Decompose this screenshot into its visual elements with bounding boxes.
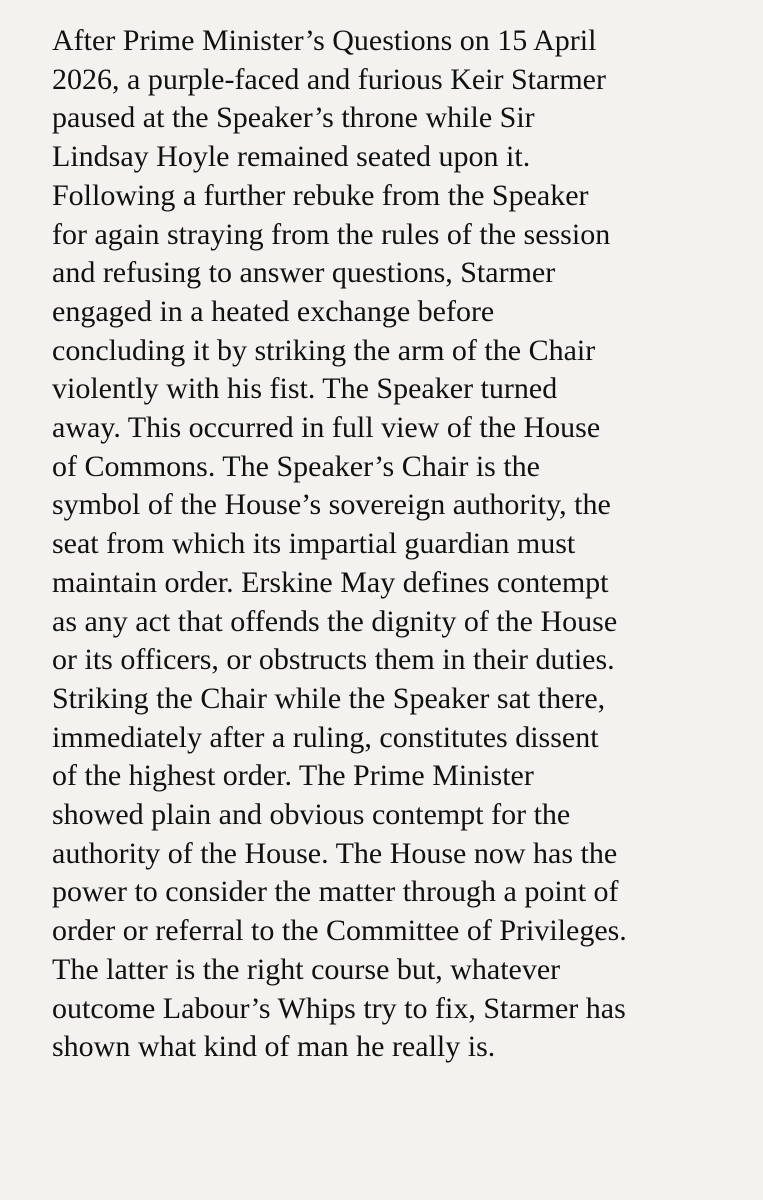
text-line: or its officers, or obstructs them in their duties. [52, 643, 615, 677]
text-line: Lindsay Hoyle remained seated upon it. [52, 140, 531, 174]
text-line: engaged in a heated exchange before [52, 294, 495, 328]
text-line: power to consider the matter through a point of [52, 875, 619, 909]
text-line: as any act that offends the dignity of the House [52, 604, 618, 638]
text-line: shown what kind of man he really is. [52, 1030, 496, 1064]
text-line: 2026, a purple-faced and furious Keir Starmer [52, 62, 606, 96]
text-line: Striking the Chair while the Speaker sat there, [52, 681, 606, 715]
text-line: outcome Labour’s Whips try to fix, Starmer has [52, 991, 626, 1025]
text-line: Following a further rebuke from the Speaker [52, 178, 589, 212]
text-line: maintain order. Erskine May defines contempt [52, 565, 609, 599]
text-line: authority of the House. The House now has the [52, 836, 618, 870]
body-paragraph [52, 22, 752, 1067]
text-line: away. This occurred in full view of the House [52, 411, 601, 445]
text-line: seat from which its impartial guardian must [52, 527, 576, 561]
text-line: for again straying from the rules of the session [52, 217, 611, 251]
text-line: The latter is the right course but, whatever [52, 952, 561, 986]
text-line: showed plain and obvious contempt for the [52, 798, 571, 832]
text-line: After Prime Minister’s Questions on 15 April [52, 24, 597, 57]
text-line: of the highest order. The Prime Minister [52, 759, 534, 793]
text-line: order or referral to the Committee of Privileges. [52, 914, 627, 948]
text-line: immediately after a ruling, constitutes dissent [52, 720, 599, 754]
text-line: of Commons. The Speaker’s Chair is the [52, 449, 540, 483]
text-line: paused at the Speaker’s throne while Sir [52, 101, 535, 135]
text-line: and refusing to answer questions, Starmer [52, 256, 556, 290]
text-line: symbol of the House’s sovereign authority, the [52, 488, 611, 522]
text-line: concluding it by striking the arm of the Chair [52, 333, 596, 367]
text-line: violently with his fist. The Speaker turned [52, 372, 558, 406]
